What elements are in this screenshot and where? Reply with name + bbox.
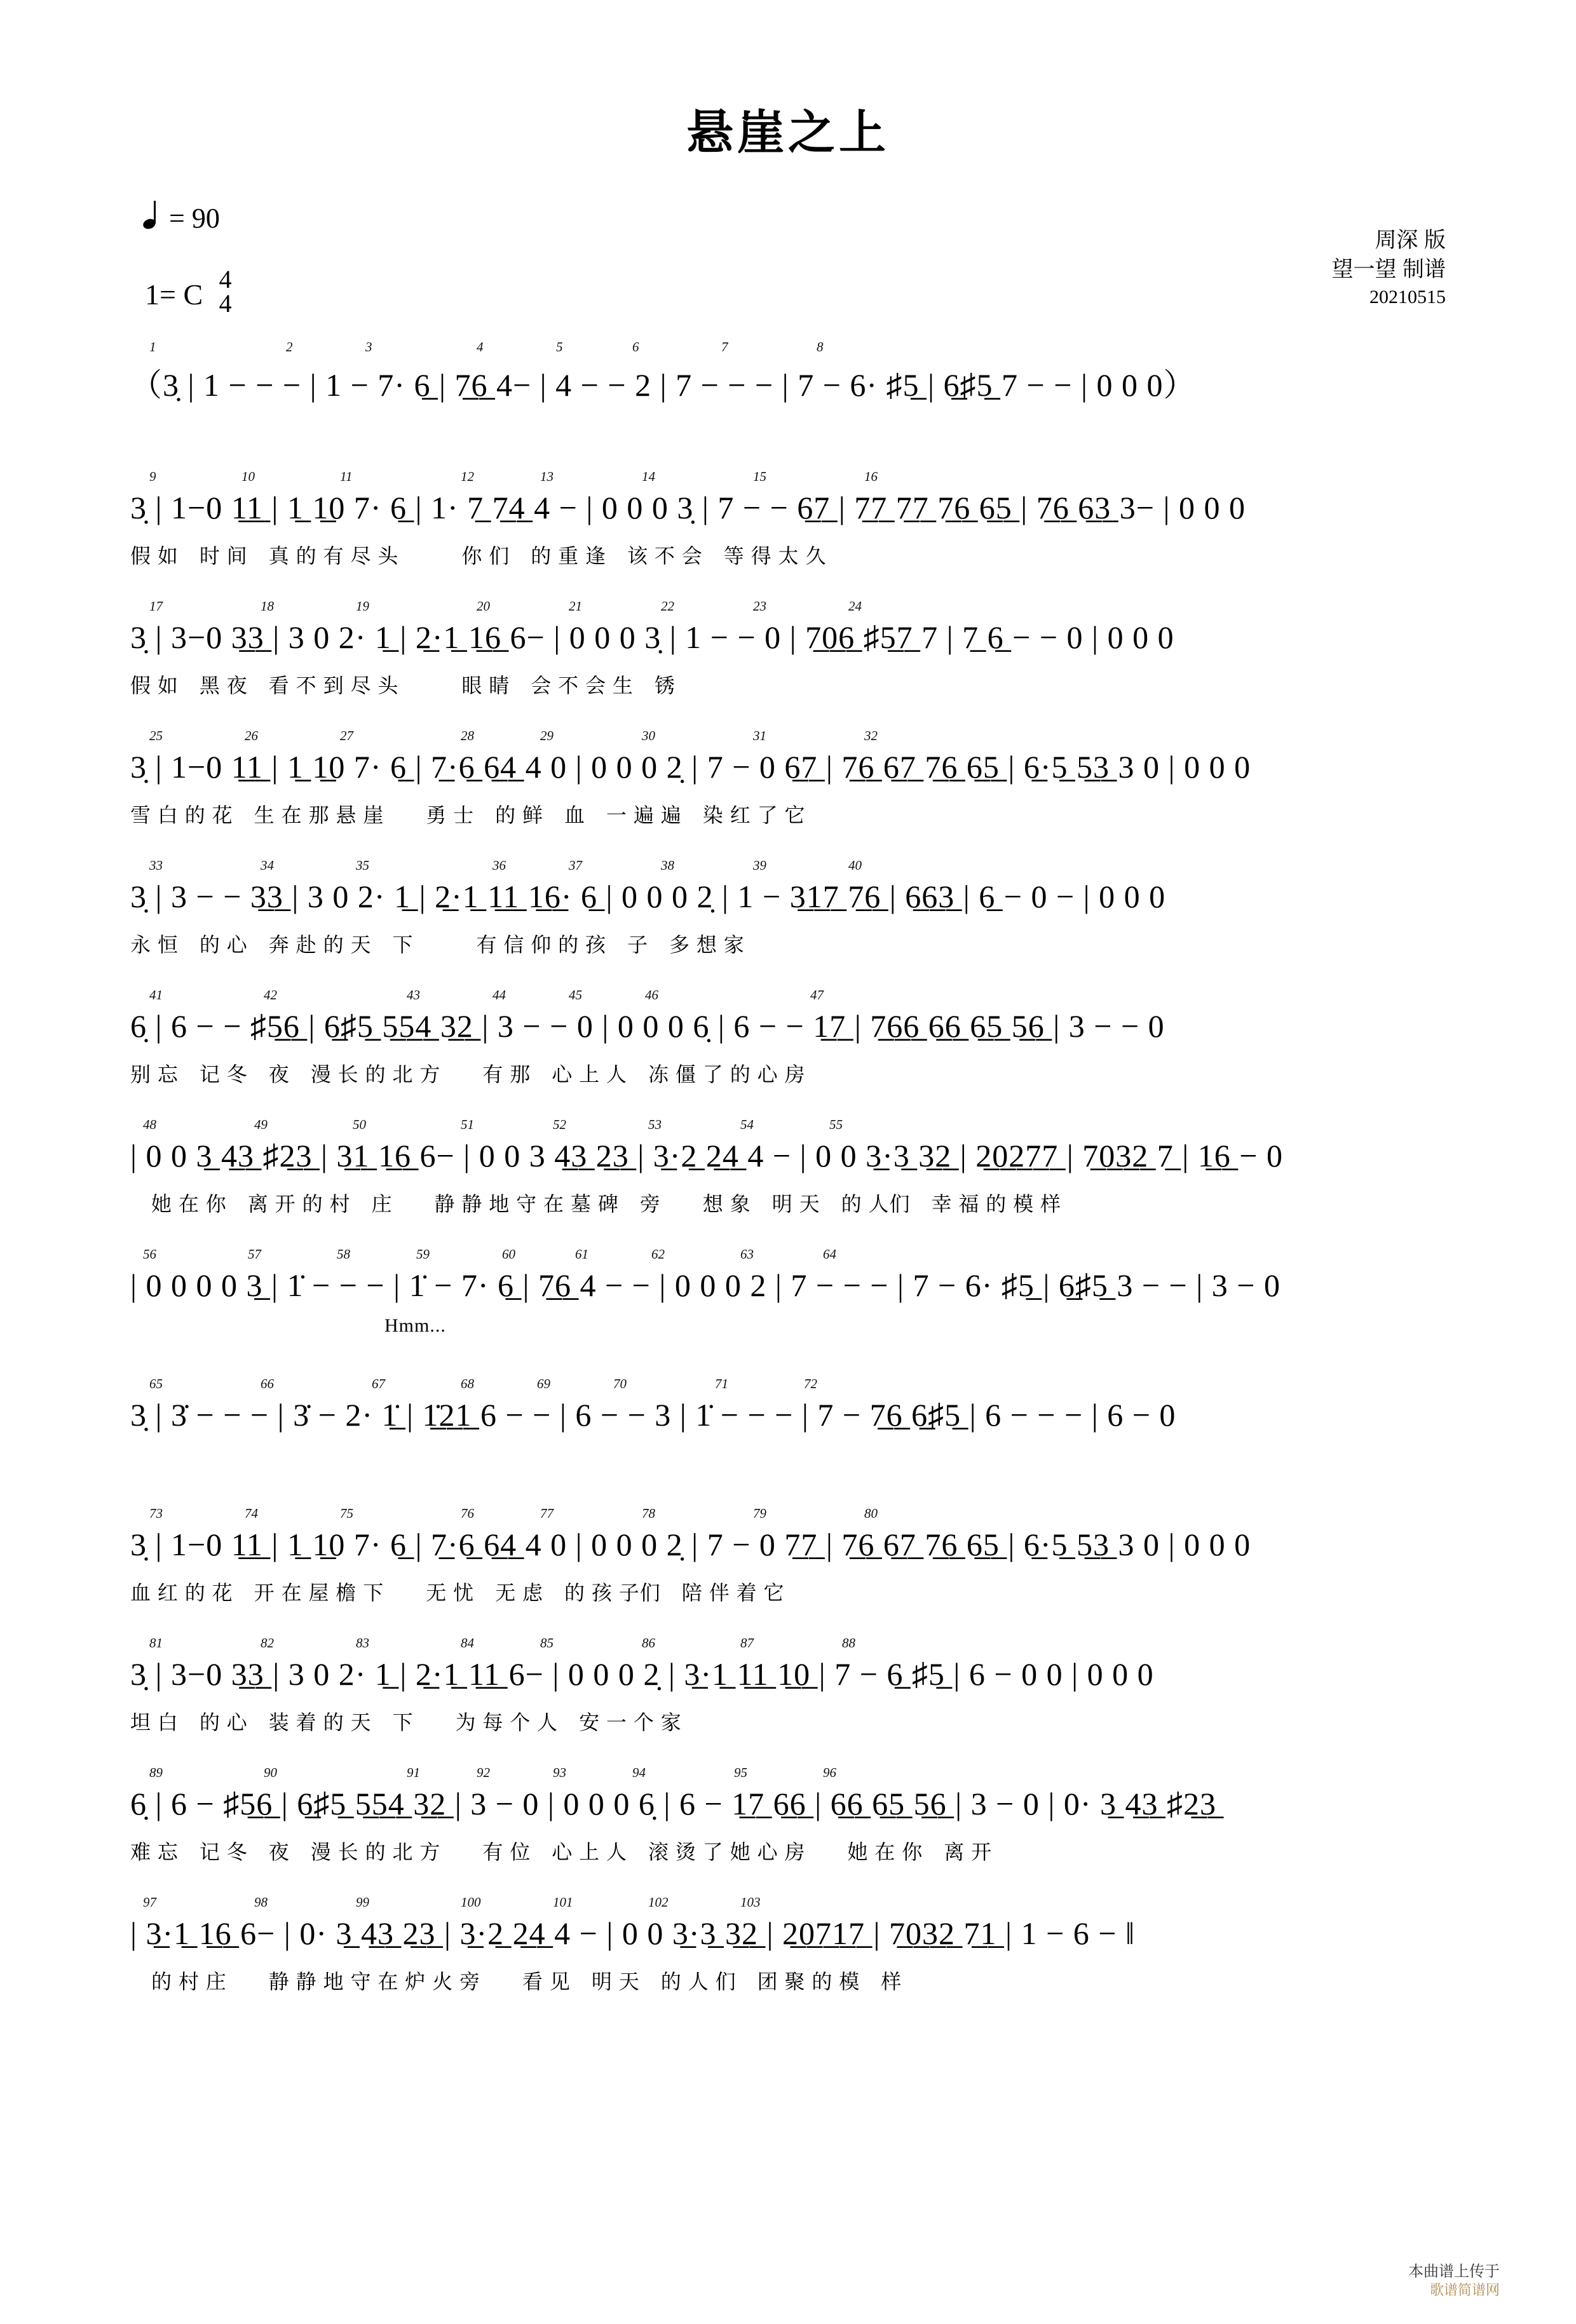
footer-credit [1408,2262,1500,2300]
bar-number: 53 [648,1117,662,1132]
notation-text: （3̣ | 1 − − − | 1 − 7· 6̲ | 7̲6̲ 4− | 4 − − 2 | 7 − − − | 7 − 6· ♯5̲ | 6̲♯5̲ 7 − − | 0 0 0） [130,367,1196,403]
bar-number: 39 [753,858,766,873]
bar-number: 56 [143,1246,156,1262]
bar-number: 90 [264,1765,277,1780]
bar-number: 35 [356,858,369,873]
bar-number: 65 [149,1376,163,1391]
lyrics-row [130,799,1452,836]
lyrics-text: 别 忘 记 冬 夜 漫 长 的 北 方 有 那 心 上 人 冻 僵 了 的 心 房 [130,1063,806,1086]
bar-number: 97 [143,1895,156,1910]
bar-numbers-2 [130,469,1452,485]
bar-number: 3 [365,339,372,355]
bar-number: 81 [149,1635,163,1651]
bar-number: 95 [734,1765,747,1780]
quarter-note-icon [143,203,162,231]
bar-number: 37 [569,858,582,873]
system-10 [0,1506,1576,1630]
bar-number: 17 [149,598,163,614]
notation-row [130,1652,1452,1706]
score-page [0,95,1576,2324]
bar-number: 40 [848,858,862,873]
bar-numbers-3 [130,598,1452,615]
bar-number: 4 [477,339,484,355]
bar-number: 6 [632,339,639,355]
lyrics-row [130,929,1452,966]
bar-number: 91 [407,1765,420,1780]
bar-number: 36 [492,858,506,873]
lyrics-row [130,1577,1452,1614]
bar-number: 88 [842,1635,855,1651]
bar-number: 75 [340,1506,353,1521]
bar-number: 67 [372,1376,385,1391]
bar-number: 98 [254,1895,268,1910]
lyrics-row [130,1966,1452,2003]
system-4 [0,728,1576,853]
lyrics-row [130,410,1452,447]
page-title: 悬崖之上 [686,106,890,159]
system-12 [0,1765,1576,1889]
bar-number: 80 [864,1506,878,1521]
system-13 [0,1895,1576,2019]
bar-numbers-1 [130,339,1452,356]
bar-number: 47 [810,987,824,1003]
notation-text: 3̣ | 3−0 3̲3̲ | 3 0 2· 1̲ | 2̲·1̲ 1̲1̲ 6− | 0 0 0 2̣ | 3̲·1̲ 1̲1̲ 1̲0̲ | 7 − 6̲ ♯5̲ | 6 − 0 0 | 0 0 0 [130,1656,1154,1692]
bar-number: 52 [553,1117,566,1132]
bar-number: 27 [340,728,353,743]
bar-number: 87 [740,1635,754,1651]
lyrics-row [130,1836,1452,1873]
lyrics-text: 雪 白 的 花 生 在 那 悬 崖 勇 士 的 鲜 血 一 遍 遍 染 红 了 它 [130,804,806,827]
bar-number: 92 [477,1765,490,1780]
bar-number: 8 [817,339,824,355]
bar-number: 84 [461,1635,474,1651]
bar-number: 28 [461,728,474,743]
notation-text: 3̣ | 3−0 3̲3̲ | 3 0 2· 1̲ | 2̲·1̲ 1̲6̲ 6− | 0 0 0 3̣ | 1 − − 0 | 7̲0̲6̲ ♯5̲7̲ 7 | 7̲ 6̲ − − 0 | 0 0 0 [130,619,1174,655]
lyrics-row [130,1447,1452,1484]
bar-number: 46 [645,987,658,1003]
bar-number: 11 [340,469,353,484]
bar-number: 22 [661,598,674,614]
credit-arranger: 望一望 制谱 [1331,257,1446,281]
bar-number: 9 [149,469,156,484]
lyrics-row [130,670,1452,706]
bar-number: 42 [264,987,277,1003]
system-5 [0,858,1576,982]
system-7 [0,1117,1576,1241]
bar-number: 59 [416,1246,430,1262]
bar-number: 44 [492,987,506,1003]
notation-row [130,1004,1452,1058]
bar-number: 71 [715,1376,728,1391]
lyrics-row [130,540,1452,577]
bar-number: 25 [149,728,163,743]
credit-date: 20210515 [1369,286,1446,307]
bar-number: 26 [245,728,258,743]
bar-numbers-6 [130,987,1452,1004]
notation-text: 3̣ | 1−0 1̲1̲ | 1̲ 1̲0 7· 6̲ | 7̲·6̲ 6̲4̲ 4 0 | 0 0 0 2̣ | 7 − 0 6̲7̲ | 7̲6̲ 6̲7̲ 7̲6̲ 6̲5̲ | 6̲·5̲ 5̲3̲ 3 0 | 0 0 0 [130,749,1251,785]
bar-number: 72 [804,1376,817,1391]
bar-number: 50 [353,1117,366,1132]
bar-number: 12 [461,469,474,484]
bar-number: 73 [149,1506,163,1521]
bar-number: 69 [537,1376,550,1391]
notation-text: 3̣ | 3̇ − − − | 3̇ − 2· 1̲̇ | 1̲̇2̲1̲ 6 − − | 6 − − 3 | 1̇ − − − | 7 − 7̲6̲ 6̲♯5̲ | 6 − − − | 6 − 0 [130,1397,1176,1433]
notation-row [130,356,1452,410]
bar-number: 102 [648,1895,669,1910]
bar-number: 1 [149,339,156,355]
bar-number: 49 [254,1117,268,1132]
bar-numbers-9 [130,1376,1452,1393]
bar-number: 45 [569,987,582,1003]
time-signature-numerator: 4 [219,265,232,294]
bar-number: 29 [540,728,554,743]
bar-number: 68 [461,1376,474,1391]
notation-text: 3̣ | 3 − − 3̲3̲ | 3 0 2· 1̲ | 2̲·1̲ 1̲1̲ 1̲6̲· 6̲ | 0 0 0 2̣ | 1 − 3̲1̲7̲ 7̲6̲ | 6̲6̲3̲ | 6̲ − 0 − | 0 0 0 [130,879,1166,914]
bar-number: 57 [248,1246,261,1262]
credits-block [1332,226,1446,310]
tempo-marking [143,202,220,234]
bar-number: 70 [613,1376,627,1391]
lyrics-row [130,1058,1452,1095]
bar-numbers-10 [130,1506,1452,1522]
bar-number: 94 [632,1765,646,1780]
lyrics-text: 难 忘 记 冬 夜 漫 长 的 北 方 有 位 心 上 人 滚 烫 了 她 心 房 她 在 你 离 开 [130,1841,993,1863]
bar-number: 5 [556,339,563,355]
lyrics-text: 假 如 时 间 真 的 有 尽 头 你 们 的 重 逢 该 不 会 等 得 太 久 [130,544,827,567]
system-6 [0,987,1576,1112]
credit-singer: 周深 版 [1375,228,1446,252]
bar-number: 58 [337,1246,350,1262]
lyrics-text: 的 村 庄 静 静 地 守 在 炉 火 旁 看 见 明 天 的 人 们 团 聚 的 模 样 [130,1970,902,1993]
system-8 [0,1246,1576,1371]
bar-number: 20 [477,598,490,614]
key-label: 1= C [145,278,203,311]
bar-number: 93 [553,1765,566,1780]
bar-number: 96 [823,1765,836,1780]
notation-row [130,1781,1452,1836]
bar-number: 38 [661,858,674,873]
lyrics-text: 血 红 的 花 开 在 屋 檐 下 无 忧 无 虑 的 孩 子们 陪 伴 着 它 [130,1581,785,1604]
bar-number: 60 [502,1246,515,1262]
bar-number: 48 [143,1117,156,1132]
bar-number: 55 [829,1117,843,1132]
bar-number: 86 [642,1635,655,1651]
notation-row [130,1522,1452,1577]
bar-numbers-13 [130,1895,1452,1911]
bar-number: 85 [540,1635,554,1651]
notation-text: | 0 0 0 0 3̲ | 1̇ − − − | 1̇ − 7· 6̲ | 7̲6̲ 4 − − | 0 0 0 2 | 7 − − − | 7 − 6· ♯5̲ | 6̲♯5̲ 3 − − | 3 − 0 [130,1267,1280,1303]
bar-number: 43 [407,987,420,1003]
bar-number: 13 [540,469,554,484]
system-1 [0,339,1576,464]
notation-row [130,485,1452,540]
bar-number: 18 [261,598,274,614]
bar-number: 24 [848,598,862,614]
lyrics-text: 假 如 黑 夜 看 不 到 尽 头 眼 睛 会 不 会 生 锈 [130,674,676,697]
lyrics-row [130,1188,1452,1225]
bar-number: 62 [651,1246,665,1262]
bar-number: 10 [241,469,255,484]
bar-number: 77 [540,1506,554,1521]
bar-number: 82 [261,1635,274,1651]
bar-number: 7 [721,339,728,355]
system-3 [0,598,1576,723]
bar-number: 79 [753,1506,766,1521]
footer-line-2: 歌谱简谱网 [1429,2282,1500,2299]
bar-number: 74 [245,1506,258,1521]
tempo-value: = 90 [169,203,220,234]
bar-number: 14 [642,469,655,484]
bar-number: 64 [823,1246,836,1262]
bar-number: 78 [642,1506,655,1521]
notation-text: 3̣ | 1−0 1̲1̲ | 1̲ 1̲0 7· 6̲ | 7̲·6̲ 6̲4̲ 4 0 | 0 0 0 2̣ | 7 − 0 7̲7̲ | 7̲6̲ 6̲7̲ 7̲6̲ 6̲5̲ | 6̲·5̲ 5̲3̲ 3 0 | 0 0 0 [130,1527,1251,1562]
bar-number: 54 [740,1117,754,1132]
bar-numbers-12 [130,1765,1452,1781]
bar-numbers-11 [130,1635,1452,1652]
bar-number: 41 [149,987,163,1003]
bar-number: 61 [575,1246,588,1262]
notation-row [130,1393,1452,1447]
music-systems [0,339,1576,2019]
bar-number: 2 [286,339,293,355]
bar-numbers-4 [130,728,1452,745]
lyrics-text: 她 在 你 离 开 的 村 庄 静 静 地 守 在 墓 碑 旁 想 象 明 天 的 人们 幸 福 的 模 样 [130,1192,1062,1215]
lyrics-text: 永 恒 的 心 奔 赴 的 天 下 有 信 仰 的 孩 子 多 想 家 [130,933,745,956]
lyrics-row [130,1315,1452,1355]
footer-line-1: 本曲谱上传于 [1408,2263,1500,2281]
system-9 [0,1376,1576,1501]
bar-numbers-8 [130,1246,1452,1263]
lyrics-row [130,1706,1452,1743]
notation-row [130,1133,1452,1188]
notation-text: 3̣ | 1−0 1̲1̲ | 1̲ 1̲0 7· 6̲ | 1· 7̲ 7̲4̲ 4 − | 0 0 0 3̣ | 7 − − 6̲7̲ | 7̲7̲ 7̲7̲ 7̲6̲ 6̲5̲ | 7̲6̲ 6̲3̲ 3− | 0 0 0 [130,490,1246,525]
notation-row [130,615,1452,670]
notation-text: | 3̲·1̲ 1̲6̲ 6− | 0· 3̲ 4̲3̲ 2̲3̲ | 3̲·2̲ 2̲4̲ 4 − | 0 0 3̲·3̲ 3̲2̲ | 2̲0̲7̲1̲7̲ | 7̲0̲3̲2̲ 7̲1̲ | 1 − 6 − ‖ [130,1915,1136,1951]
bar-number: 51 [461,1117,474,1132]
bar-number: 31 [753,728,766,743]
notation-row [130,1911,1452,1966]
key-signature [145,267,232,316]
notation-row [130,874,1452,929]
notation-text: 6̣ | 6 − ♯5̲6̲ | 6̲♯5̲ 5̲5̲4̲ 3̲2̲ | 3 − 0 | 0 0 0 6̣ | 6 − 1̲7̲ 6̲6̲ | 6̲6̲ 6̲5̲ 5̲6̲ | 3 − 0 | 0· 3̲ 4̲3̲ ♯2̲3̲ [130,1786,1217,1821]
bar-number: 21 [569,598,582,614]
bar-number: 89 [149,1765,163,1780]
bar-number: 23 [753,598,766,614]
bar-number: 19 [356,598,369,614]
bar-number: 15 [753,469,766,484]
bar-number: 103 [740,1895,761,1910]
bar-number: 99 [356,1895,369,1910]
time-signature [219,267,232,316]
time-signature-denominator: 4 [219,289,232,318]
bar-number: 83 [356,1635,369,1651]
notation-text: | 0 0 3̲ 4̲3̲ ♯2̲3̲ | 3̲1̲ 1̲6̲ 6− | 0 0 3 4̲3̲ 2̲3̲ | 3̲·2̲ 2̲4̲ 4 − | 0 0 3̲·3̲ 3̲2̲ | 2̲0̲2̲7̲7̲ | 7̲0̲3̲2̲ 7̲ | 1̲6̲ − 0 [130,1138,1283,1173]
system-2 [0,469,1576,593]
bar-number: 63 [740,1246,754,1262]
bar-numbers-5 [130,858,1452,874]
performance-annotation: Hmm... [384,1315,446,1336]
bar-number: 100 [461,1895,481,1910]
notation-text: 6̣ | 6 − − ♯5̲6̲ | 6̲♯5̲ 5̲5̲4̲ 3̲2̲ | 3 − − 0 | 0 0 0 6̣ | 6 − − 1̲7̲ | 7̲6̲6̲ 6̲6̲ 6̲5̲ 5̲6̲ | 3 − − 0 [130,1008,1165,1044]
system-11 [0,1635,1576,1760]
bar-numbers-7 [130,1117,1452,1133]
bar-number: 66 [261,1376,274,1391]
notation-row [130,1263,1452,1318]
bar-number: 16 [864,469,878,484]
score-header [0,188,1576,334]
bar-number: 33 [149,858,163,873]
bar-number: 32 [864,728,878,743]
bar-number: 30 [642,728,655,743]
bar-number: 101 [553,1895,573,1910]
notation-row [130,745,1452,799]
lyrics-text: 坦 白 的 心 装 着 的 天 下 为 每 个 人 安 一 个 家 [130,1711,682,1734]
bar-number: 76 [461,1506,474,1521]
bar-number: 34 [261,858,274,873]
